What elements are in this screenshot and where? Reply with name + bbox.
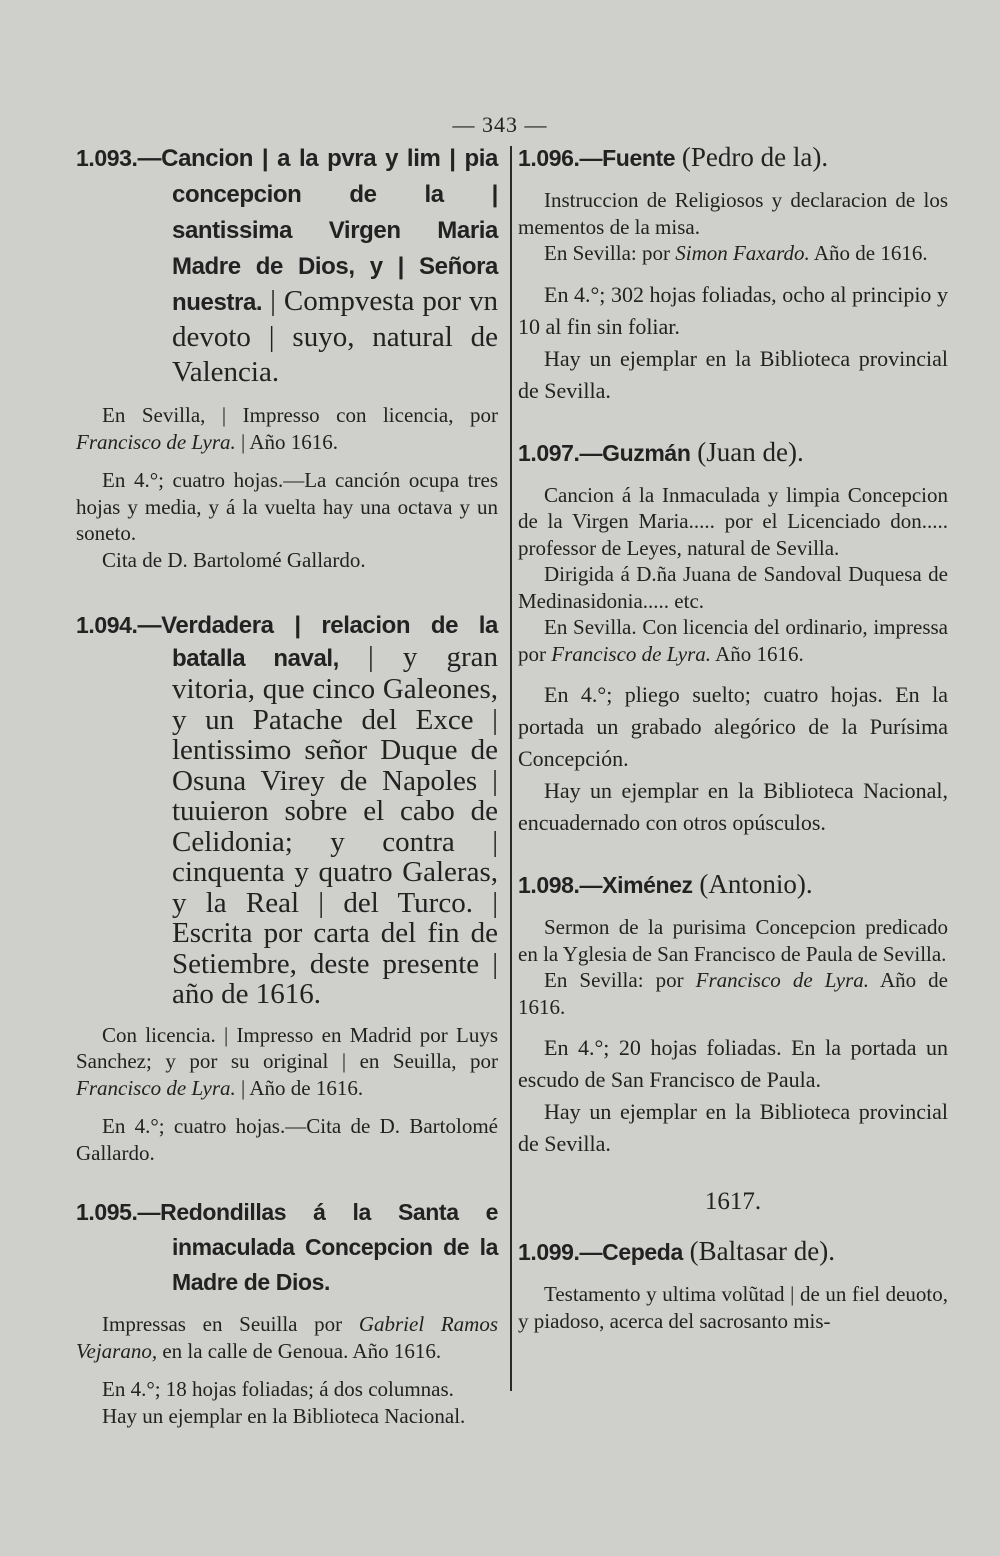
entry-1094 [76, 609, 498, 1166]
entry-number: 1.096. [518, 145, 580, 171]
entry-heading [518, 867, 948, 902]
imprint-text: En Sevilla: por [544, 241, 676, 265]
entry-number: 1.098. [518, 872, 580, 898]
imprint-text: En Sevilla, | Impresso con licencia, por [102, 403, 498, 427]
entry-title: —Fuente [579, 145, 676, 171]
description: En 4.°; 18 hojas foliadas; á dos columnas. [102, 1377, 454, 1401]
entry-title: —Ximénez [579, 872, 693, 898]
imprint [76, 402, 498, 455]
citation: Cita de D. Bartolomé Gallardo. [102, 547, 366, 572]
column-divider [510, 146, 512, 1391]
printer-name: Francisco de Lyra. [551, 641, 712, 666]
work-title: Cancion á la Inmaculada y limpia Concepcion de la Virgen Maria..... por el Licenciado don..... professor de Leyes, natural de Sevilla. [518, 482, 948, 560]
entry-heading [518, 140, 948, 175]
year-heading: 1617. [704, 1188, 762, 1215]
entry-number: 1.094. [76, 612, 138, 638]
entry-heading [76, 140, 498, 390]
entry-title: —Verdadera | relacion de la batalla naval, [137, 612, 498, 672]
imprint [518, 614, 948, 667]
right-column [518, 140, 948, 1362]
entry-1097 [518, 435, 948, 840]
work-title: Sermon de la purisima Concepcion predicado en la Yglesia de San Francisco de Paula de Sevilla. [518, 915, 948, 966]
entry-author: (Pedro de la). [675, 142, 829, 172]
entry-1099 [518, 1234, 948, 1334]
printer-name: Francisco de Lyra. [76, 429, 236, 454]
holding-note: Hay un ejemplar en la Biblioteca Nacional, encuadernado con otros opúsculos. [518, 778, 948, 835]
description: En 4.°; cuatro hojas.—Cita de D. Bartolomé Gallardo. [76, 1114, 498, 1165]
description: En 4.°; 20 hojas foliadas. En la portada un escudo de San Francisco de Paula. [518, 1035, 948, 1092]
work-title: Testamento y ultima volũtad | de un fiel deuoto, y piadoso, acerca del sacrosanto mis- [518, 1282, 948, 1333]
imprint-text: Impressas en Seuilla por [102, 1312, 359, 1336]
printer-name: Francisco de Lyra. [76, 1075, 236, 1100]
entry-title: —Cepeda [579, 1239, 683, 1265]
entry-title-rest: | y gran vitoria, que cinco Galeones, y un Patache del Exce | lentissimo señor Duque de Osuna Virey de Napoles | tuuieron sobre el cabo de Celidonia; y contra | cinquenta y quatro Galeras, y la Real | del Turco. | Escrita por carta del fin de Setiembre, deste presente | año de 1616. [172, 640, 499, 1010]
entry-1093 [76, 140, 498, 573]
imprint-year: Año de 1616. [518, 968, 948, 1019]
holding-note: Hay un ejemplar en la Biblioteca Nacional. [102, 1403, 466, 1428]
printer-name: Gabriel Ramos Vejarano, [76, 1312, 498, 1363]
imprint [76, 1022, 498, 1102]
entry-author: (Baltasar de). [682, 1236, 836, 1266]
entry-number: 1.095. [76, 1199, 138, 1225]
description: En 4.°; cuatro hojas.—La canción ocupa tres hojas y media, y á la vuelta hay una octava y un soneto. [76, 468, 498, 545]
printer-name: Simon Faxardo. [675, 241, 810, 265]
imprint-text: Con licencia. | Impresso en Madrid por Luys Sanchez; y por su original | en Seuilla, por [76, 1022, 498, 1073]
entry-number: 1.099. [518, 1239, 580, 1265]
entry-title: —Cancion | a la pvra y lim | pia concepcion de la | santissima Virgen Maria Madre de Dios, y | Señora nuestra. [137, 145, 498, 316]
description: En 4.°; 302 hojas foliadas, ocho al principio y 10 al fin sin foliar. [518, 281, 948, 339]
entry-1096 [518, 140, 948, 407]
entry-number: 1.097. [518, 439, 580, 466]
imprint-year: Año 1616. [711, 641, 804, 666]
entry-heading [518, 435, 948, 470]
imprint [76, 1311, 498, 1364]
imprint-text: En Sevilla. Con licencia del ordinario, impressa por [518, 615, 948, 666]
imprint-text: En Sevilla: por [544, 968, 696, 992]
entry-number: 1.093. [76, 145, 138, 171]
entry-title: —Redondillas á la Santa e inmaculada Concepcion de la Madre de Dios. [137, 1199, 498, 1295]
page-number: — 343 — [452, 112, 548, 137]
entry-1098 [518, 867, 948, 1160]
left-column [76, 140, 498, 1457]
holding-note: Hay un ejemplar en la Biblioteca provincial de Sevilla. [518, 345, 948, 403]
imprint-year: | Año de 1616. [235, 1075, 364, 1100]
imprint [518, 967, 948, 1020]
imprint [518, 240, 948, 267]
entry-title: —Guzmán [579, 439, 691, 466]
entry-author: (Juan de). [690, 436, 804, 467]
entry-1095 [76, 1194, 498, 1429]
imprint-year: Año de 1616. [809, 241, 928, 265]
imprint-year: | Año 1616. [235, 429, 338, 454]
description: En 4.°; pliego suelto; cuatro hojas. En la portada un grabado alegórico de la Purísima Concepción. [518, 682, 948, 771]
work-title: Instruccion de Religiosos y declaracion de los mementos de la misa. [518, 188, 948, 239]
entry-heading [76, 609, 498, 1010]
printer-name: Francisco de Lyra. [695, 968, 870, 992]
entry-title-rest: | Compvesta por vn devoto | suyo, natural de Valencia. [172, 285, 498, 388]
entry-heading [518, 1234, 948, 1269]
entry-author: (Antonio). [692, 869, 813, 899]
entry-heading [76, 1194, 498, 1299]
dedication: Dirigida á D.ña Juana de Sandoval Duquesa de Medinasidonia..... etc. [518, 562, 948, 613]
holding-note: Hay un ejemplar en la Biblioteca provincial de Sevilla. [518, 1099, 948, 1156]
imprint-year: en la calle de Genoua. Año 1616. [157, 1338, 442, 1363]
